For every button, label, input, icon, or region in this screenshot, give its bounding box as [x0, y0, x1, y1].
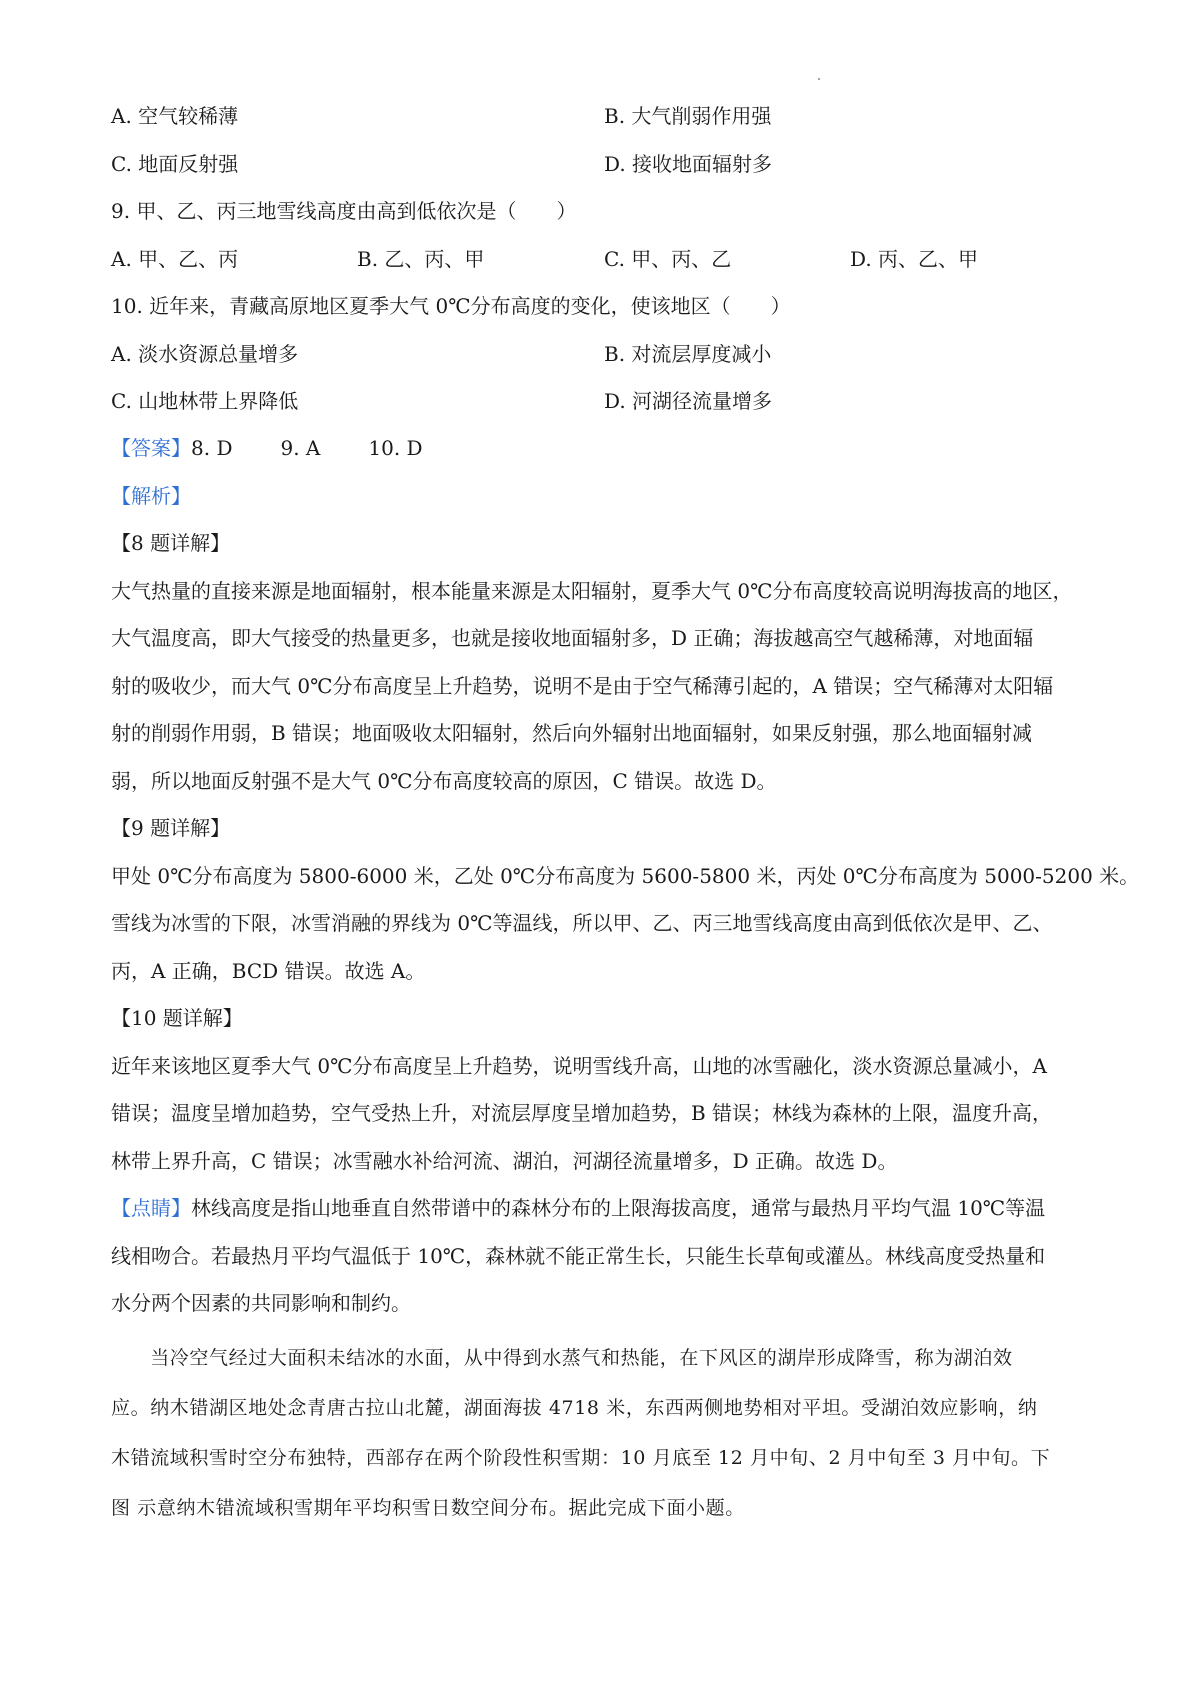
- detail10-title: 【10 题详解】: [111, 1006, 243, 1030]
- q8-option-a: A. 空气较稀薄: [111, 104, 239, 128]
- detail10-line: 林带上界升高，C 错误；冰雪融水补给河流、湖泊，河湖径流量增多，D 正确。故选 D。: [111, 1149, 898, 1173]
- q10-option-c: C. 山地林带上界降低: [111, 389, 299, 413]
- tip-line: 线相吻合。若最热月平均气温低于 10℃，森林就不能正常生长，只能生长草甸或灌丛。林线高度受热量和: [111, 1244, 1046, 1268]
- tip-line: 水分两个因素的共同影响和制约。: [111, 1291, 411, 1315]
- tip-line: [111, 1193, 1097, 1223]
- detail10-line: 错误；温度呈增加趋势，空气受热上升，对流层厚度呈增加趋势，B 错误；林线为森林的上限，温度升高，: [111, 1101, 1053, 1125]
- tip-label: 【点睛】: [111, 1196, 191, 1220]
- answer-label: 【答案】: [111, 436, 191, 460]
- q9-stem: 9. 甲、乙、丙三地雪线高度由高到低依次是（ ）: [111, 199, 577, 223]
- q10-option-b: B. 对流层厚度减小: [604, 342, 772, 366]
- detail10-line: 近年来该地区夏季大气 0℃分布高度呈上升趋势，说明雪线升高，山地的冰雪融化，淡水资源总量减小，A: [111, 1054, 1047, 1078]
- q9-option-a: A. 甲、乙、丙: [111, 247, 239, 271]
- detail8-line: 射的削弱作用弱，B 错误；地面吸收太阳辐射，然后向外辐射出地面辐射，如果反射强，那么地面辐射减: [111, 721, 1033, 745]
- detail9-line: 雪线为冰雪的下限，冰雪消融的界线为 0℃等温线，所以甲、乙、丙三地雪线高度由高到低依次是甲、乙、: [111, 911, 1053, 935]
- q10-option-a: A. 淡水资源总量增多: [111, 342, 299, 366]
- scan-dot: [818, 78, 820, 80]
- detail9-line: 丙，A 正确，BCD 错误。故选 A。: [111, 959, 426, 983]
- material-line: 当冷空气经过大面积未结冰的水面，从中得到水蒸气和热能，在下风区的湖岸形成降雪，称为湖泊效: [111, 1347, 1013, 1369]
- material-line: 应。纳木错湖区地处念青唐古拉山北麓，湖面海拔 4718 米，东西两侧地势相对平坦。受湖泊效应影响，纳: [111, 1397, 1038, 1419]
- detail8-line: 大气热量的直接来源是地面辐射，根本能量来源是太阳辐射，夏季大气 0℃分布高度较高说明海拔高的地区，: [111, 579, 1073, 603]
- material-line: 木错流域积雪时空分布独特，西部存在两个阶段性积雪期：10 月底至 12 月中旬、2 月中旬至 3 月中旬。下: [111, 1447, 1051, 1469]
- detail9-title: 【9 题详解】: [111, 816, 231, 840]
- detail8-title: 【8 题详解】: [111, 531, 231, 555]
- material-line: 图 示意纳木错流域积雪期年平均积雪日数空间分布。据此完成下面小题。: [111, 1497, 745, 1519]
- analysis-label: 【解析】: [111, 484, 191, 508]
- q8-option-b: B. 大气削弱作用强: [604, 104, 772, 128]
- detail8-line: 射的吸收少，而大气 0℃分布高度呈上升趋势，说明不是由于空气稀薄引起的，A 错误；空气稀薄对太阳辐: [111, 674, 1054, 698]
- q9-option-c: C. 甲、丙、乙: [604, 247, 732, 271]
- q10-option-d: D. 河湖径流量增多: [604, 389, 773, 413]
- q10-stem: 10. 近年来，青藏高原地区夏季大气 0℃分布高度的变化，使该地区（ ）: [111, 294, 791, 318]
- q9-option-d: D. 丙、乙、甲: [850, 247, 979, 271]
- answer-q10: 10. D: [368, 436, 423, 460]
- detail8-line: 大气温度高，即大气接受的热量更多，也就是接收地面辐射多，D 正确；海拔越高空气越稀薄，对地面辐: [111, 626, 1034, 650]
- q8-option-d: D. 接收地面辐射多: [604, 152, 773, 176]
- answer-q8: 8. D: [191, 436, 233, 460]
- answer-line: [111, 433, 423, 463]
- answer-q9: 9. A: [280, 436, 321, 460]
- detail8-line: 弱，所以地面反射强不是大气 0℃分布高度较高的原因，C 错误。故选 D。: [111, 769, 777, 793]
- tip-text: 林线高度是指山地垂直自然带谱中的森林分布的上限海拔高度，通常与最热月平均气温 10℃等温: [191, 1196, 1046, 1220]
- q8-option-c: C. 地面反射强: [111, 152, 239, 176]
- detail9-line: 甲处 0℃分布高度为 5800-6000 米，乙处 0℃分布高度为 5600-5800 米，丙处 0℃分布高度为 5000-5200 米。: [111, 864, 1140, 888]
- q9-option-b: B. 乙、丙、甲: [357, 247, 485, 271]
